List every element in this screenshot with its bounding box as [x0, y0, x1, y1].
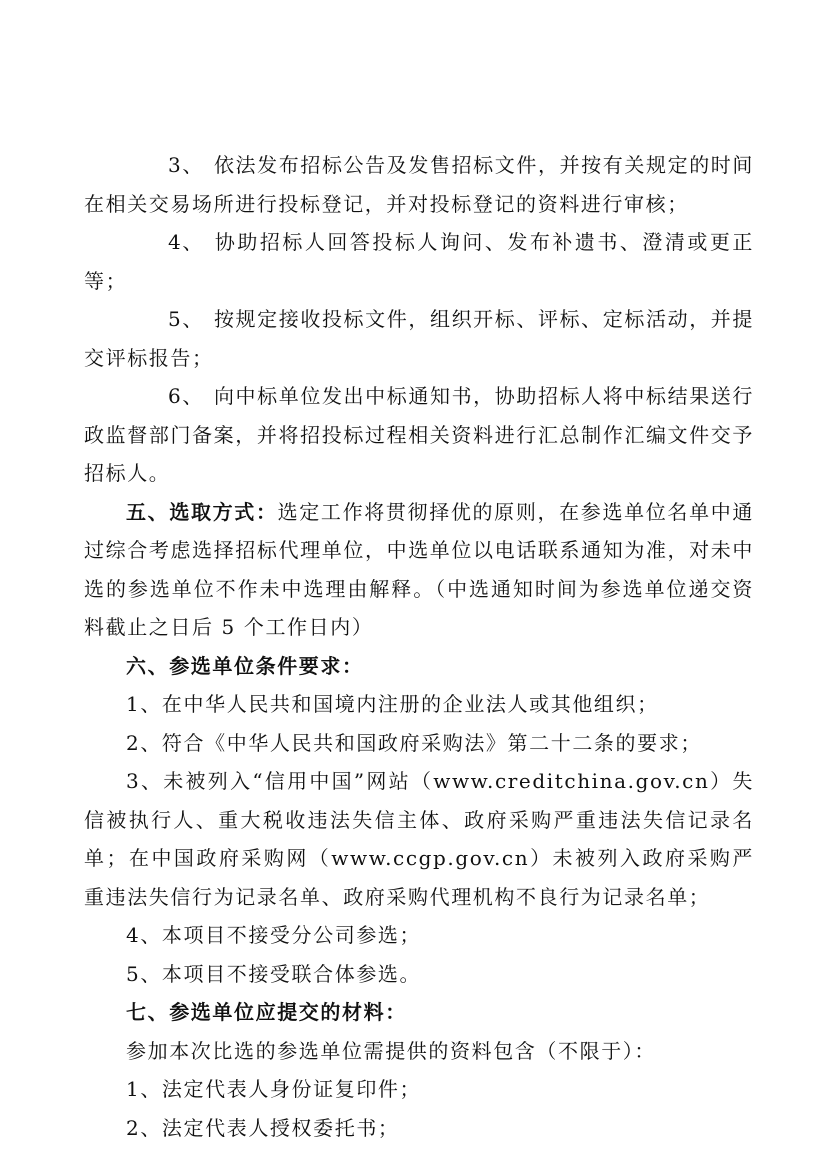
duty-item-text: 协助招标人回答投标人询问、发布补遗书、澄清或更正等；: [84, 230, 754, 293]
materials-intro: 参加本次比选的参选单位需提供的资料包含（不限于）：: [126, 1038, 656, 1063]
material-item: 1、法定代表人身份证复印件；: [126, 1077, 422, 1101]
duty-item-5: [84, 300, 754, 377]
duty-item-number: 4、: [168, 230, 204, 254]
duty-item-number: 3、: [168, 153, 204, 177]
duty-item-text: 按规定接收投标文件，组织开标、评标、定标活动，并提交评标报告；: [84, 307, 754, 370]
section-selection-method: [84, 493, 754, 647]
duty-item-text: 依法发布招标公告及发售招标文件，并按有关规定的时间在相关交易场所进行投标登记，并对投标登记的资料进行审核；: [84, 153, 754, 216]
requirement-item: 2、符合《中华人民共和国政府采购法》第二十二条的要求；: [126, 730, 702, 755]
section-text: 选定工作将贯彻择优的原则，在参选单位名单中通过综合考虑选择招标代理单位，中选单位以电话联系通知为准，对未中选的参选单位不作未中选理由解释。（中选通知时间为参选单位递交资料截止之日后 5 个工作日内）: [84, 499, 755, 639]
duty-item-4: [84, 223, 754, 300]
requirement-item: 3、未被列入“信用中国”网站（www.creditchina.gov.cn）失信被执行人、重大税收违法失信主体、政府采购严重违法失信记录名单；在中国政府采购网（www.ccgp.gov.cn）未被列入政府采购严重违法失信行为记录名单、政府采购代理机构不良行为记录名单；: [84, 769, 754, 909]
requirement-item: 1、在中华人民共和国境内注册的企业法人或其他组织；: [126, 692, 659, 716]
material-item: 2、法定代表人授权委托书；: [126, 1115, 400, 1140]
requirement-item: 4、本项目不接受分公司参选；: [126, 923, 422, 947]
section-heading: 七、参选单位应提交的材料：: [126, 1000, 407, 1024]
requirement-item: 5、本项目不接受联合体参选。: [126, 961, 422, 986]
duty-item-3: [84, 146, 754, 223]
section-heading: 五、选取方式：: [126, 499, 278, 524]
duty-item-text: 向中标单位发出中标通知书，协助招标人将中标结果送行政监督部门备案，并将招投标过程相关资料进行汇总制作汇编文件交予招标人。: [84, 384, 754, 485]
duty-item-number: 5、: [168, 307, 204, 331]
duty-item-6: [84, 377, 754, 493]
document-body: [84, 146, 754, 1147]
section-heading: 六、参选单位条件要求：: [126, 653, 364, 678]
duty-item-number: 6、: [168, 384, 204, 408]
